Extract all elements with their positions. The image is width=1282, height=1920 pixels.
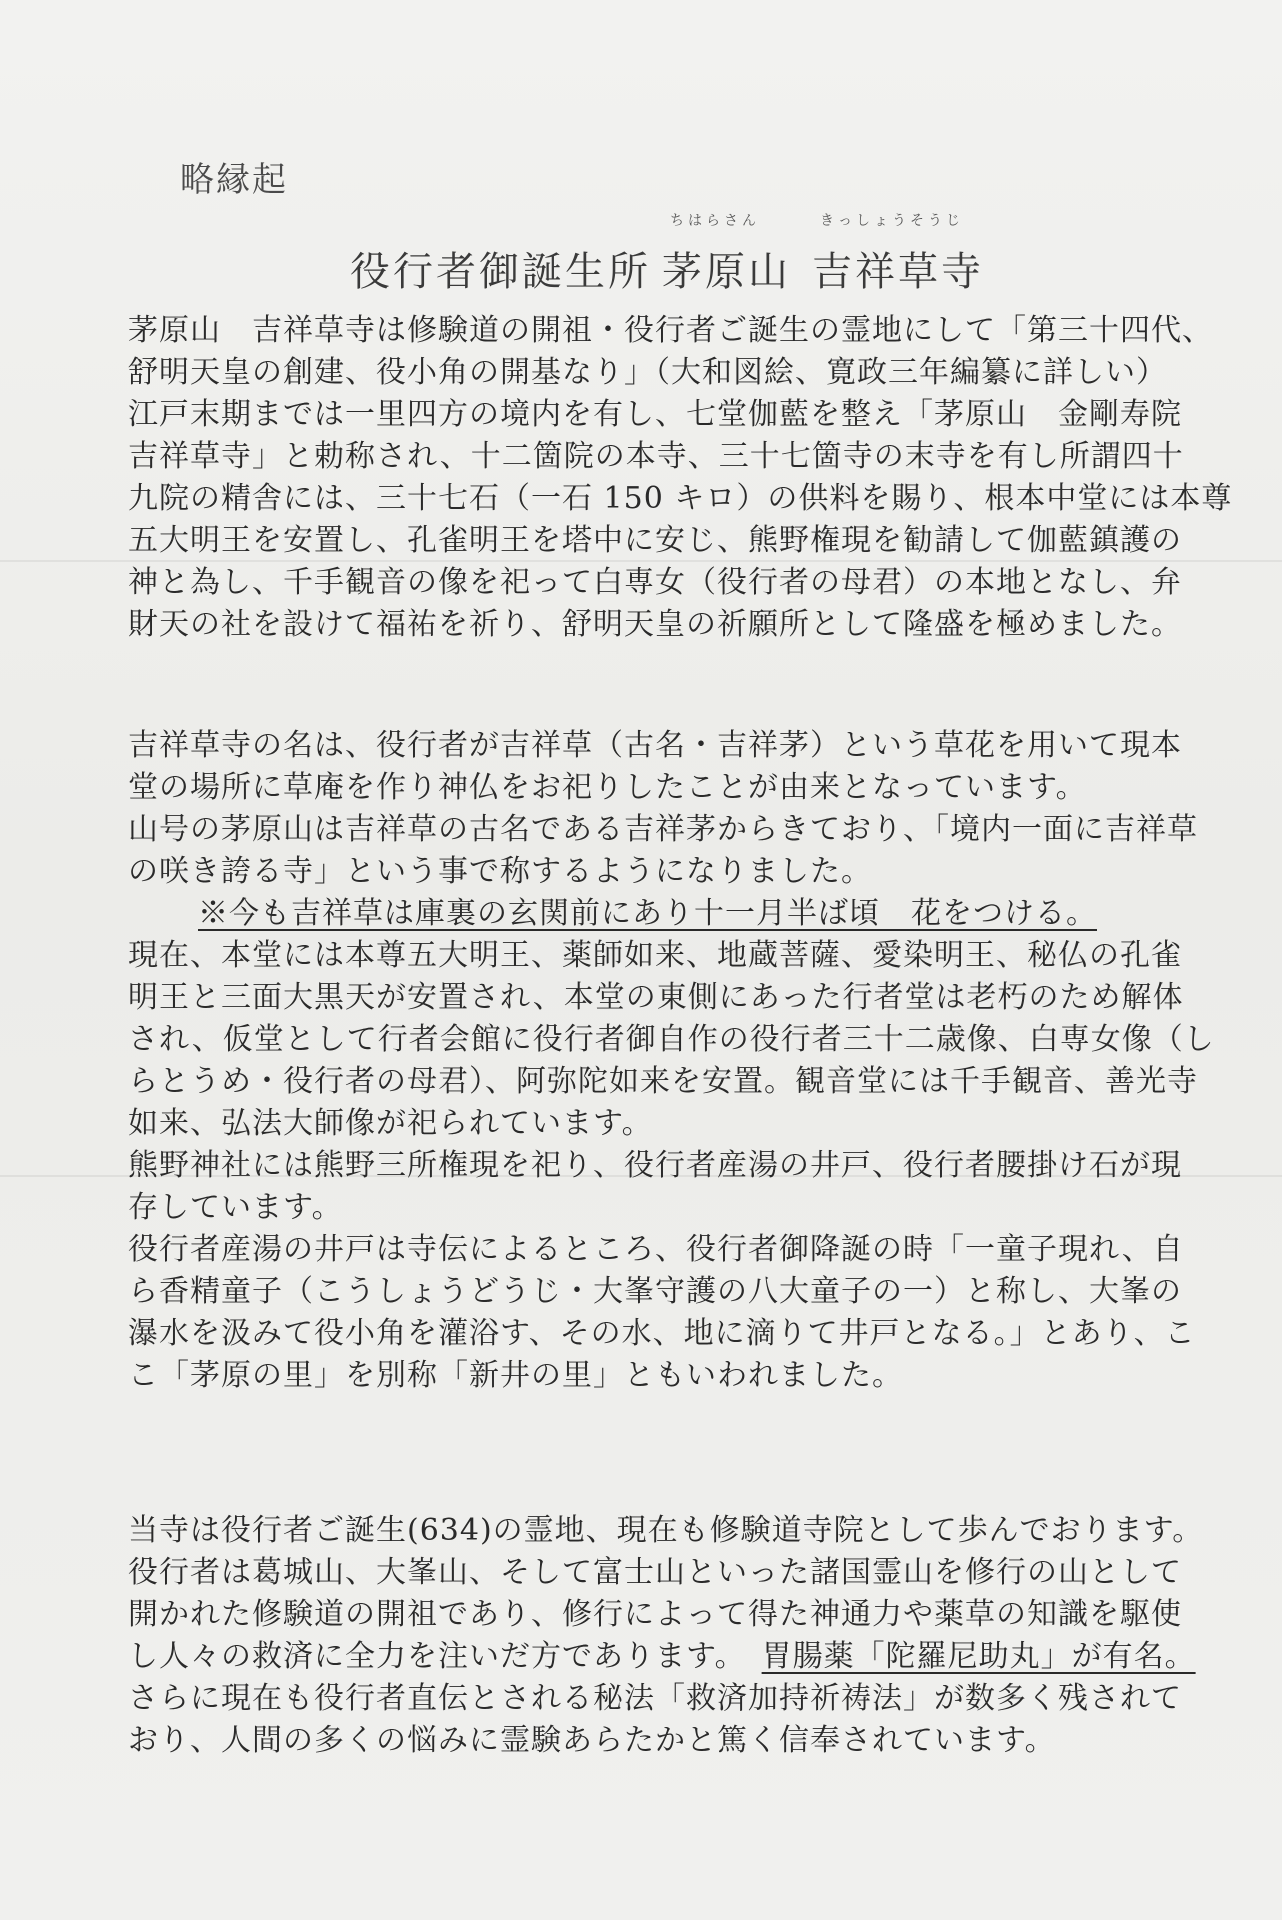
text-line (128, 1636, 1196, 1678)
document-title (350, 210, 1150, 300)
title-temple-ruby: きっしょうそうじ (820, 213, 964, 229)
text-line: 如来、弘法大師像が祀られています。 (128, 1106, 653, 1141)
title-main-text: 役行者御誕生所 (350, 249, 651, 295)
text-line: され、仮堂として行者会館に役行者御自作の役行者三十二歳像、白専女像（し (128, 1022, 1215, 1057)
text-line: こ「茅原の里」を別称「新井の里」ともいわれました。 (128, 1358, 903, 1393)
flower-note (128, 893, 1188, 935)
paragraph-founder (128, 1510, 1204, 1762)
text-line: 吉祥草寺の名は、役行者が吉祥草（古名・吉祥茅）という草花を用いて現本 (128, 728, 1182, 763)
text-line: さらに現在も役行者直伝とされる秘法「救済加持祈祷法」が数多く残されて (128, 1681, 1182, 1716)
text-line: 堂の場所に草庵を作り神仏をお祀りしたことが由来となっています。 (128, 770, 1087, 805)
text-line: 瀑水を汲みて役小角を灌浴す、その水、地に滴りて井戸となる。」とあり、こ (128, 1316, 1196, 1351)
text-line: 明王と三面大黒天が安置され、本堂の東側にあった行者堂は老朽のため解体 (128, 980, 1184, 1015)
text-line-main: し人々の救済に全力を注いだ方であります。 (128, 1639, 731, 1674)
title-temple-name: 吉祥草寺 (812, 249, 984, 295)
text-line: 山号の茅原山は吉祥草の古名である吉祥茅からきており、「境内一面に吉祥草 (128, 812, 1198, 847)
text-line: 役行者は葛城山、大峯山、そして富士山といった諸国霊山を修行の山として (128, 1555, 1182, 1590)
text-line: 茅原山 吉祥草寺は修験道の開祖・役行者ご誕生の霊地にして「第三十四代、 (128, 313, 1213, 348)
paragraph-history (128, 310, 1233, 646)
text-line: おり、人間の多くの悩みに霊験あらたかと篤く信奉されています。 (128, 1723, 1056, 1758)
text-line: 財天の社を設けて福祐を祈り、舒明天皇の祈願所として隆盛を極めました。 (128, 607, 1182, 642)
text-line: ら香精童子（こうしょうどうじ・大峯守護の八大童子の一）と称し、大峯の (128, 1274, 1182, 1309)
document-heading: 略縁起 (180, 160, 288, 200)
text-line: 九院の精舎には、三十七石（一石 150 キロ）の供料を賜り、根本中堂には本尊 (128, 481, 1233, 516)
text-line: らとうめ・役行者の母君）、阿弥陀如来を安置。観音堂には千手観音、善光寺 (128, 1064, 1198, 1099)
text-line: 熊野神社には熊野三所権現を祀り、役行者産湯の井戸、役行者腰掛け石が現 (128, 1148, 1182, 1183)
medicine-note: 胃腸薬「陀羅尼助丸」が有名。 (761, 1639, 1196, 1674)
text-line: 神と為し、千手観音の像を祀って白専女（役行者の母君）の本地となし、弁 (128, 565, 1182, 600)
text-line: 江戸末期までは一里四方の境内を有し、七堂伽藍を整え「茅原山 金剛寿院 (128, 397, 1182, 432)
paragraph-origin-and-present (128, 725, 1215, 1397)
text-line: 舒明天皇の創建、役小角の開基なり」（大和図絵、寛政三年編纂に詳しい） (128, 355, 1167, 390)
title-mountain-name: 茅原山 (662, 249, 791, 295)
text-line: 現在、本堂には本尊五大明王、薬師如来、地蔵菩薩、愛染明王、秘仏の孔雀 (128, 938, 1182, 973)
text-line: の咲き誇る寺」という事で称するようになりました。 (128, 854, 872, 889)
text-line: 吉祥草寺」と勅称され、十二箇院の本寺、三十七箇寺の末寺を有し所謂四十 (128, 439, 1184, 474)
text-line: 存しています。 (128, 1190, 343, 1225)
flower-note-text: ※今も吉祥草は庫裏の玄関前にあり十一月半ば頃 花をつける。 (198, 896, 1097, 931)
text-line: 五大明王を安置し、孔雀明王を塔中に安じ、熊野権現を勧請して伽藍鎮護の (128, 523, 1182, 558)
text-line: 当寺は役行者ご誕生(634)の霊地、現在も修験道寺院として歩んでおります。 (128, 1513, 1204, 1548)
title-mountain-ruby: ちはらさん (670, 213, 760, 229)
text-line: 開かれた修験道の開祖であり、修行によって得た神通力や薬草の知識を駆使 (128, 1597, 1182, 1632)
text-line: 役行者産湯の井戸は寺伝によるところ、役行者御降誕の時「一童子現れ、自 (128, 1232, 1184, 1267)
